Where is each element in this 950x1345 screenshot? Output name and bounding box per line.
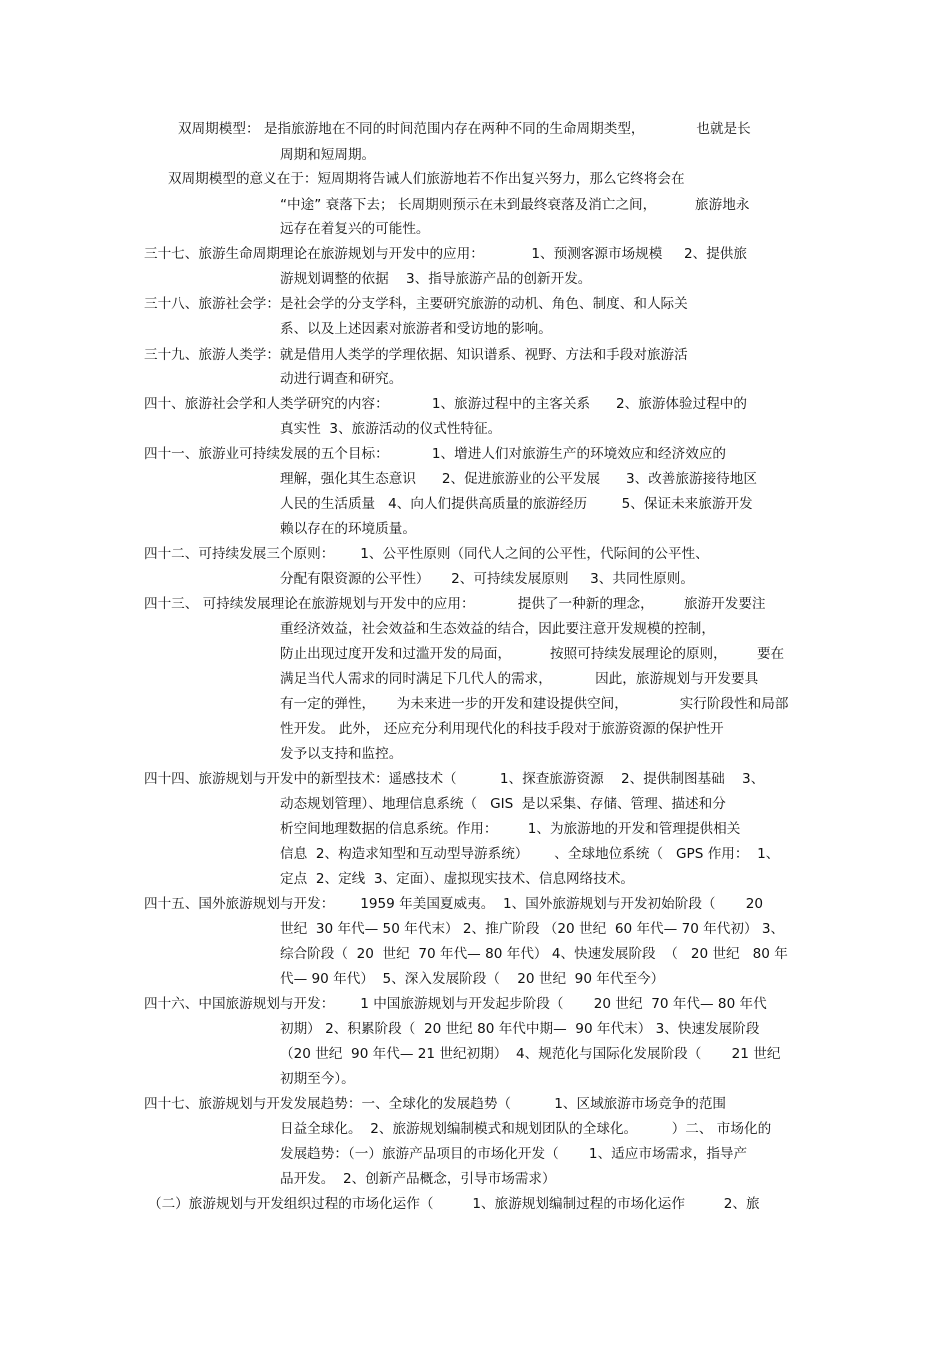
text-line: 三十七、旅游生命周期理论在旅游规划与开发中的应用： 1、预测客源市场规模 2、提供旅 bbox=[144, 246, 747, 262]
text-line: 日益全球化。 2、旅游规划编制模式和规划团队的全球化。 ）二、 市场化的 bbox=[280, 1121, 772, 1137]
text-line: 理解，强化其生态意识 2、促进旅游业的公平发展 3、改善旅游接待地区 bbox=[280, 471, 757, 487]
text-line: 游规划调整的依据 3、指导旅游产品的创新开发。 bbox=[280, 271, 592, 287]
text-line: 分配有限资源的公平性） 2、可持续发展原则 3、共同性原则。 bbox=[280, 571, 694, 587]
text-line: 四十三、 可持续发展理论在旅游规划与开发中的应用： 提供了一种新的理念， 旅游开发要注 bbox=[144, 596, 766, 612]
text-line: 系、以及上述因素对旅游者和受访地的影响。 bbox=[280, 321, 552, 337]
text-line: 初期） 2、积累阶段（ 20 世纪 80 年代中期— 90 年代末） 3、快速发展阶段 bbox=[280, 1021, 760, 1037]
text-line: 动态规划管理）、地理信息系统（ GIS 是以采集、存储、管理、描述和分 bbox=[280, 796, 726, 812]
text-line: 双周期模型： 是指旅游地在不同的时间范围内存在两种不同的生命周期类型， 也就是长 bbox=[178, 121, 751, 137]
text-line: 双周期模型的意义在于：短周期将告诫人们旅游地若不作出复兴努力，那么它终将会在 bbox=[168, 171, 685, 187]
text-line: 重经济效益，社会效益和生态效益的结合，因此要注意开发规模的控制， bbox=[280, 621, 715, 637]
text-line: 动进行调查和研究。 bbox=[280, 371, 403, 387]
text-line: 人民的生活质量 4、向人们提供高质量的旅游经历 5、保证未来旅游开发 bbox=[280, 496, 753, 512]
text-line: 代— 90 年代） 5、深入发展阶段（ 20 世纪 90 年代至今） bbox=[280, 971, 665, 987]
text-line: 发展趋势：（一）旅游产品项目的市场化开发（ 1、适应市场需求，指导产 bbox=[280, 1146, 748, 1162]
text-line: 四十六、中国旅游规划与开发： 1 中国旅游规划与开发起步阶段（ 20 世纪 70 年代— 80 年代 bbox=[144, 996, 767, 1012]
text-line: 性开发。 此外， 还应充分利用现代化的科技手段对于旅游资源的保护性开 bbox=[280, 721, 724, 737]
text-line: 信息 2、构造求知型和互动型导游系统） 、全球地位系统（ GPS 作用： 1、 bbox=[280, 846, 780, 862]
text-line: 周期和短周期。 bbox=[280, 147, 376, 163]
text-line: 四十七、旅游规划与开发发展趋势：一、全球化的发展趋势（ 1、区域旅游市场竞争的范围 bbox=[144, 1096, 727, 1112]
text-line: 初期至今）。 bbox=[280, 1071, 355, 1087]
text-line: “中途” 衰落下去； 长周期则预示在未到最终衰落及消亡之间， 旅游地永 bbox=[280, 197, 750, 213]
text-line: 远存在着复兴的可能性。 bbox=[280, 221, 430, 237]
text-line: 防止出现过度开发和过滥开发的局面， 按照可持续发展理论的原则， 要在 bbox=[280, 646, 785, 662]
text-line: 四十二、可持续发展三个原则： 1、公平性原则（同代人之间的公平性，代际间的公平性、 bbox=[144, 546, 709, 562]
text-line: （二）旅游规划与开发组织过程的市场化运作（ 1、旅游规划编制过程的市场化运作 2、旅 bbox=[148, 1196, 760, 1212]
text-line: 有一定的弹性， 为未来进一步的开发和建设提供空间， 实行阶段性和局部 bbox=[280, 696, 789, 712]
text-line: 综合阶段（ 20 世纪 70 年代— 80 年代） 4、快速发展阶段 （ 20 世纪 80 年 bbox=[280, 946, 788, 962]
text-line: 赖以存在的环境质量。 bbox=[280, 521, 416, 537]
text-line: 世纪 30 年代— 50 年代末） 2、推广阶段 （20 世纪 60 年代— 70 年代初） 3、 bbox=[280, 921, 785, 937]
text-line: 真实性 3、旅游活动的仪式性特征。 bbox=[280, 421, 502, 437]
text-line: 四十一、旅游业可持续发展的五个目标： 1、增进人们对旅游生产的环境效应和经济效应的 bbox=[144, 446, 727, 462]
text-line: 三十九、旅游人类学：就是借用人类学的学理依据、知识谱系、视野、方法和手段对旅游活 bbox=[144, 347, 688, 363]
text-line: 三十八、旅游社会学：是社会学的分支学科，主要研究旅游的动机、角色、制度、和人际关 bbox=[144, 296, 688, 312]
text-line: 发予以支持和监控。 bbox=[280, 746, 403, 762]
text-line: 满足当代人需求的同时满足下几代人的需求， 因此，旅游规划与开发要具 bbox=[280, 671, 759, 687]
text-line: 定点 2、定线 3、定面）、虚拟现实技术、信息网络技术。 bbox=[280, 871, 635, 887]
text-line: 四十、旅游社会学和人类学研究的内容： 1、旅游过程中的主客关系 2、旅游体验过程中的 bbox=[144, 396, 747, 412]
text-line: 四十五、国外旅游规划与开发： 1959 年美国夏威夷。 1、国外旅游规划与开发初始阶段（ 20 bbox=[144, 896, 764, 912]
text-line: 析空间地理数据的信息系统。作用： 1、为旅游地的开发和管理提供相关 bbox=[280, 821, 741, 837]
text-line: （20 世纪 90 年代— 21 世纪初期） 4、规范化与国际化发展阶段（ 21 世纪 bbox=[280, 1046, 781, 1062]
text-line: 品开发。 2、创新产品概念，引导市场需求） bbox=[280, 1171, 556, 1187]
text-line: 四十四、旅游规划与开发中的新型技术：遥感技术（ 1、探查旅游资源 2、提供制图基础 3、 bbox=[144, 771, 765, 787]
